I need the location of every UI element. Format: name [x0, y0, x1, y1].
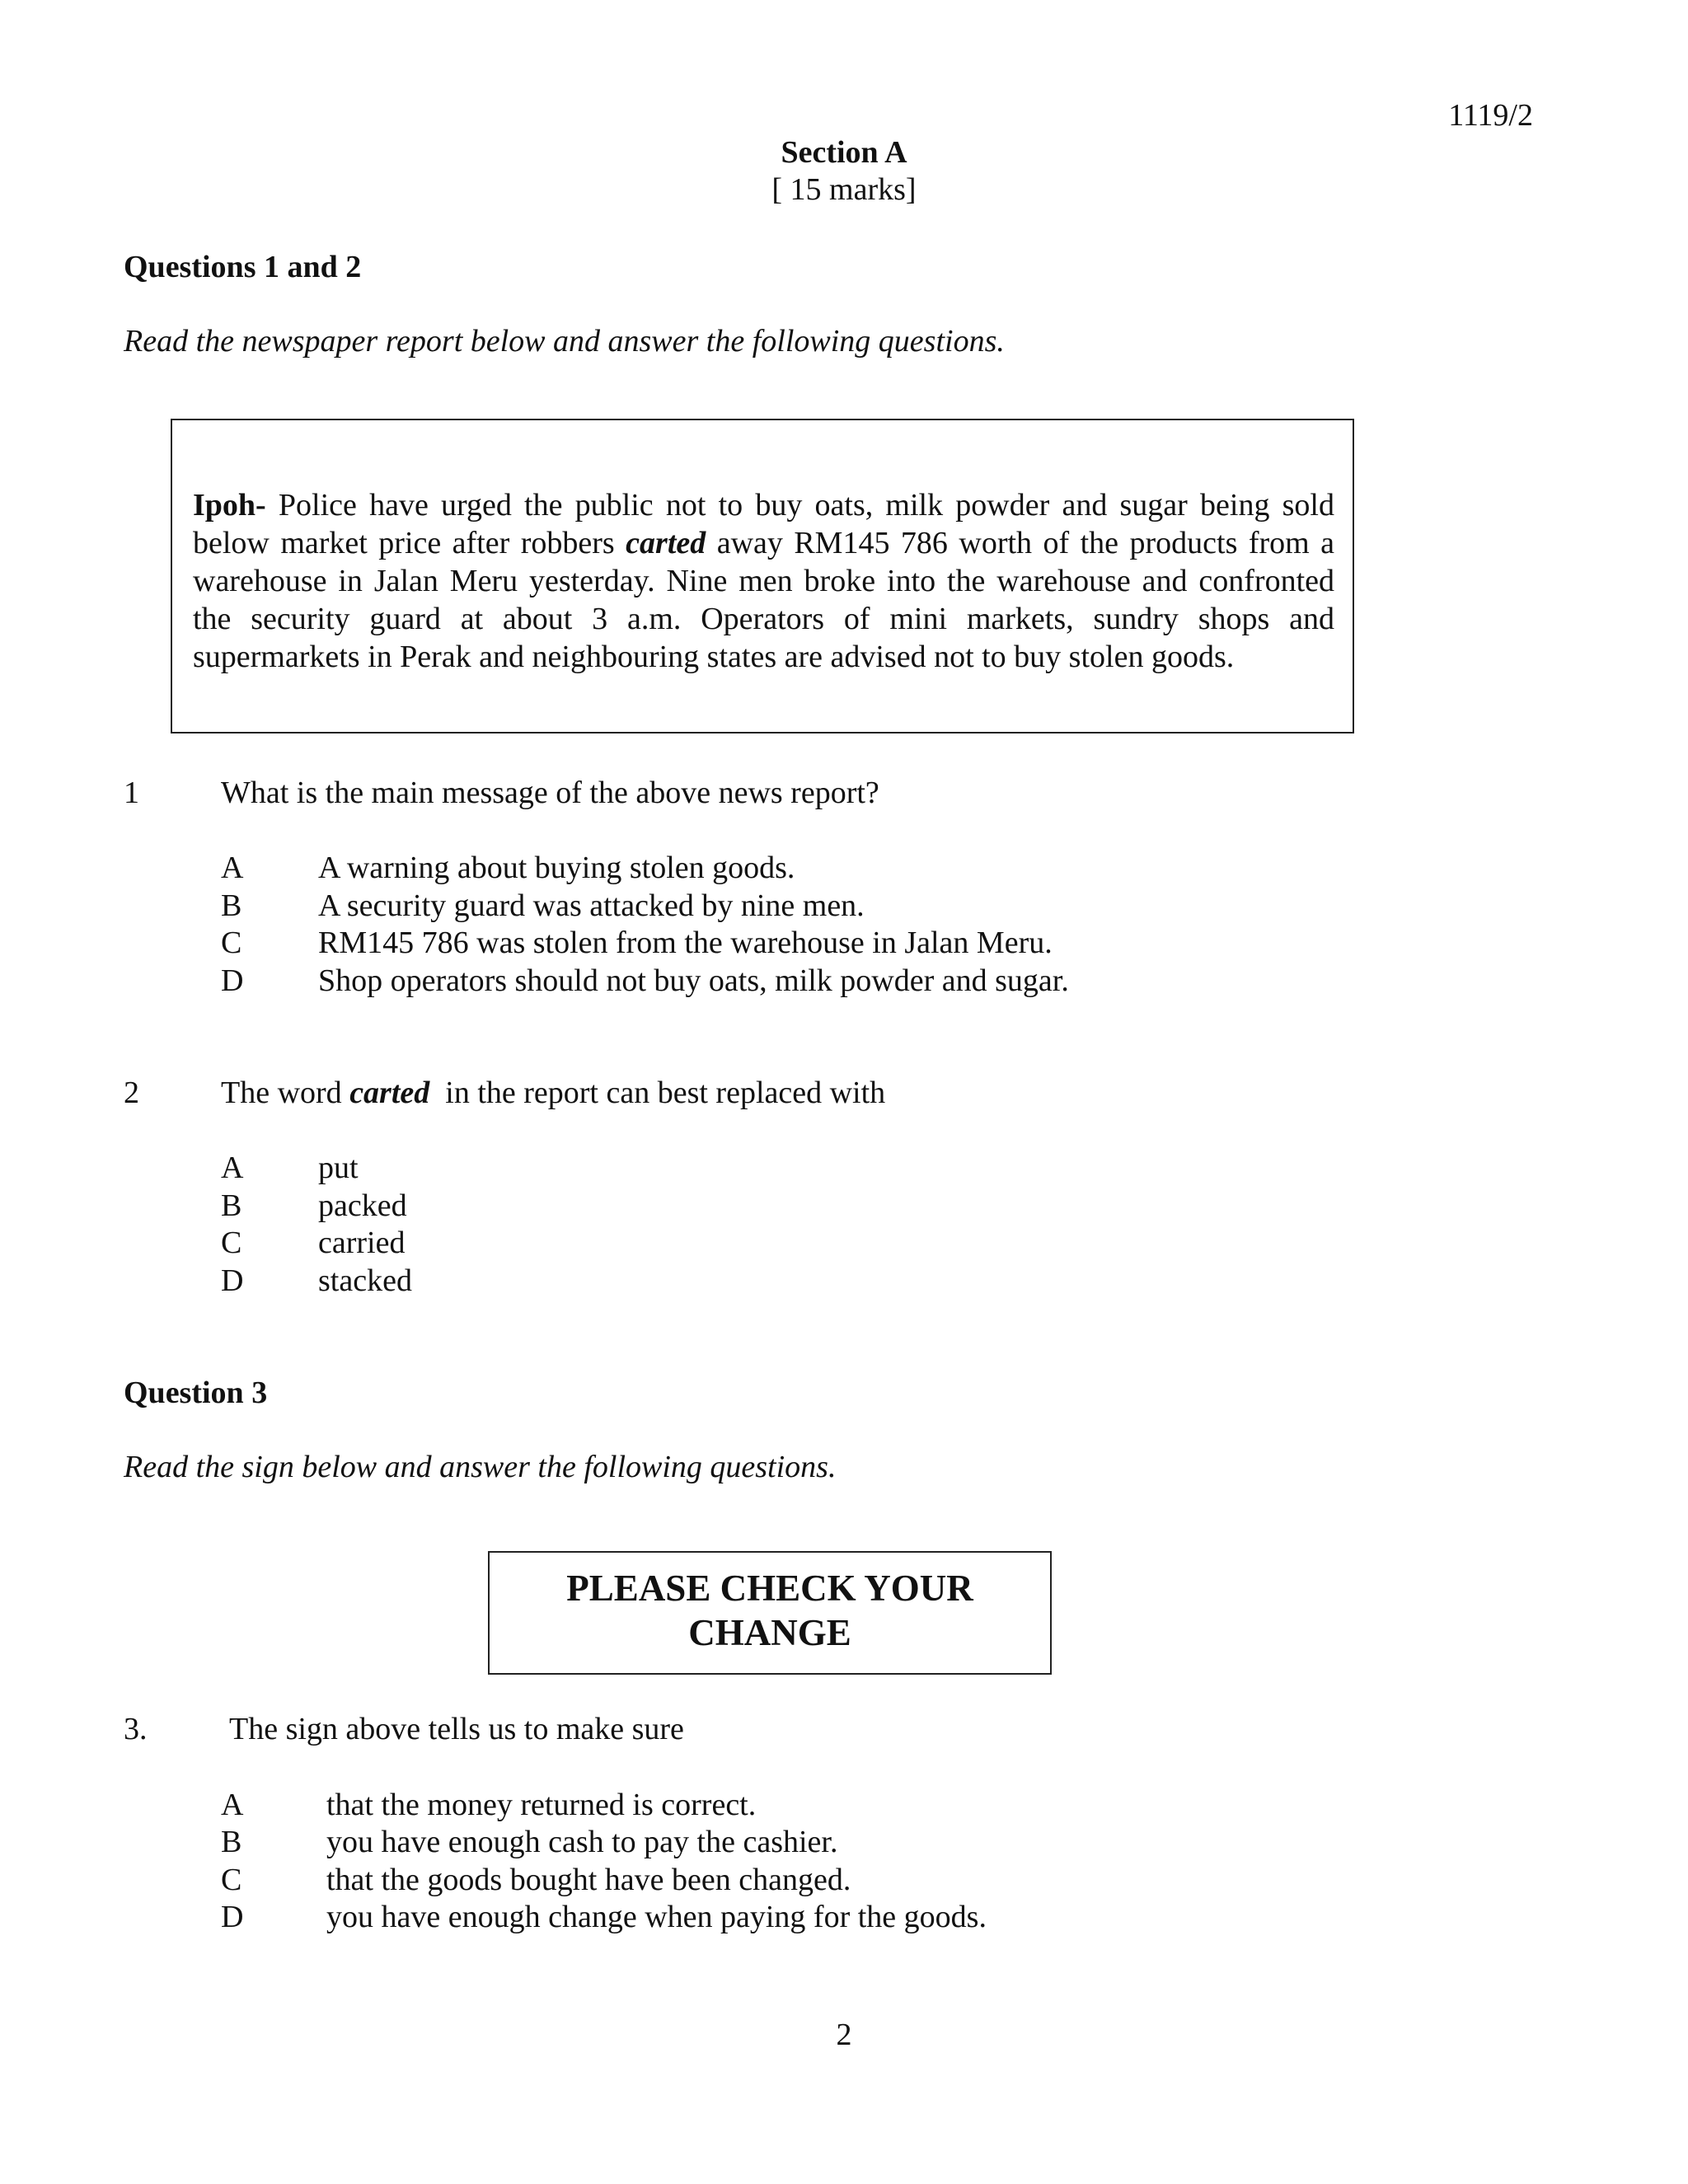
- section-marks: [ 15 marks]: [771, 172, 917, 207]
- q2-option-a-letter: A: [221, 1151, 244, 1185]
- q3-option-c-letter: C: [221, 1863, 242, 1897]
- q2-text-before: The word: [221, 1076, 350, 1110]
- q2-option-b-letter: B: [221, 1188, 242, 1223]
- q2-option-a-text: put: [318, 1151, 359, 1185]
- report-part2: away RM145 786 worth of the products from a warehouse in Jalan Meru yesterday. Nine men broke into the warehouse and confronted the security guard at about 3 a.m. Operators of mini markets, sundry shops and supermarkets in Perak and neighbouring states are advised not to buy stolen goods.: [193, 526, 1335, 674]
- q1-option-c-text: RM145 786 was stolen from the warehouse in Jalan Meru.: [318, 926, 1053, 960]
- sign-box: [488, 1551, 1052, 1675]
- sign-line-2: CHANGE: [688, 1612, 851, 1653]
- q3-text: The sign above tells us to make sure: [229, 1712, 684, 1746]
- sign-line-1: PLEASE CHECK YOUR: [566, 1568, 973, 1609]
- page-number: 2: [836, 2018, 852, 2052]
- q2-keyword: carted: [349, 1076, 430, 1110]
- q2-text: [221, 1075, 885, 1113]
- questions-1-2-instruction: Read the newspaper report below and answer the following questions.: [124, 324, 1005, 359]
- questions-1-2-heading: Questions 1 and 2: [124, 250, 362, 284]
- q3-option-a-text: that the money returned is correct.: [326, 1788, 757, 1822]
- q2-option-b-text: packed: [318, 1188, 407, 1223]
- report-lead: Ipoh-: [193, 488, 266, 523]
- q3-number: 3.: [124, 1712, 148, 1746]
- report-part1: Police have urged the public not to buy oats, milk powder and sugar being sold below market price after robbers: [193, 488, 1334, 560]
- question-3-instruction: Read the sign below and answer the following questions.: [124, 1450, 837, 1484]
- q1-option-c-letter: C: [221, 926, 242, 960]
- paper-code: 1119/2: [1448, 98, 1533, 133]
- q3-option-d-letter: D: [221, 1900, 244, 1934]
- q2-number: 2: [124, 1076, 139, 1110]
- q3-option-a-letter: A: [221, 1788, 244, 1822]
- report-keyword: carted: [626, 526, 706, 560]
- q1-option-b-letter: B: [221, 888, 242, 923]
- q2-option-d-letter: D: [221, 1263, 244, 1298]
- q2-option-c-text: carried: [318, 1226, 406, 1260]
- q3-option-d-text: you have enough change when paying for the goods.: [326, 1900, 987, 1934]
- q1-option-a-letter: A: [221, 851, 244, 885]
- news-report-box: [171, 419, 1354, 733]
- q1-option-a-text: A warning about buying stolen goods.: [318, 851, 795, 885]
- q3-option-c-text: that the goods bought have been changed.: [326, 1863, 851, 1897]
- q3-option-b-letter: B: [221, 1825, 242, 1859]
- question-3-heading: Question 3: [124, 1376, 268, 1410]
- q2-text-after: in the report can best replaced with: [429, 1076, 886, 1110]
- q1-number: 1: [124, 776, 139, 810]
- q1-option-b-text: A security guard was attacked by nine men.: [318, 888, 865, 923]
- q2-option-c-letter: C: [221, 1226, 242, 1260]
- news-report-text: [193, 486, 1334, 676]
- q1-text: What is the main message of the above news report?: [221, 776, 879, 810]
- q3-option-b-text: you have enough cash to pay the cashier.: [326, 1825, 838, 1859]
- q2-option-d-text: stacked: [318, 1263, 412, 1298]
- q1-option-d-text: Shop operators should not buy oats, milk powder and sugar.: [318, 963, 1069, 998]
- section-title: Section A: [781, 135, 907, 170]
- q1-option-d-letter: D: [221, 963, 244, 998]
